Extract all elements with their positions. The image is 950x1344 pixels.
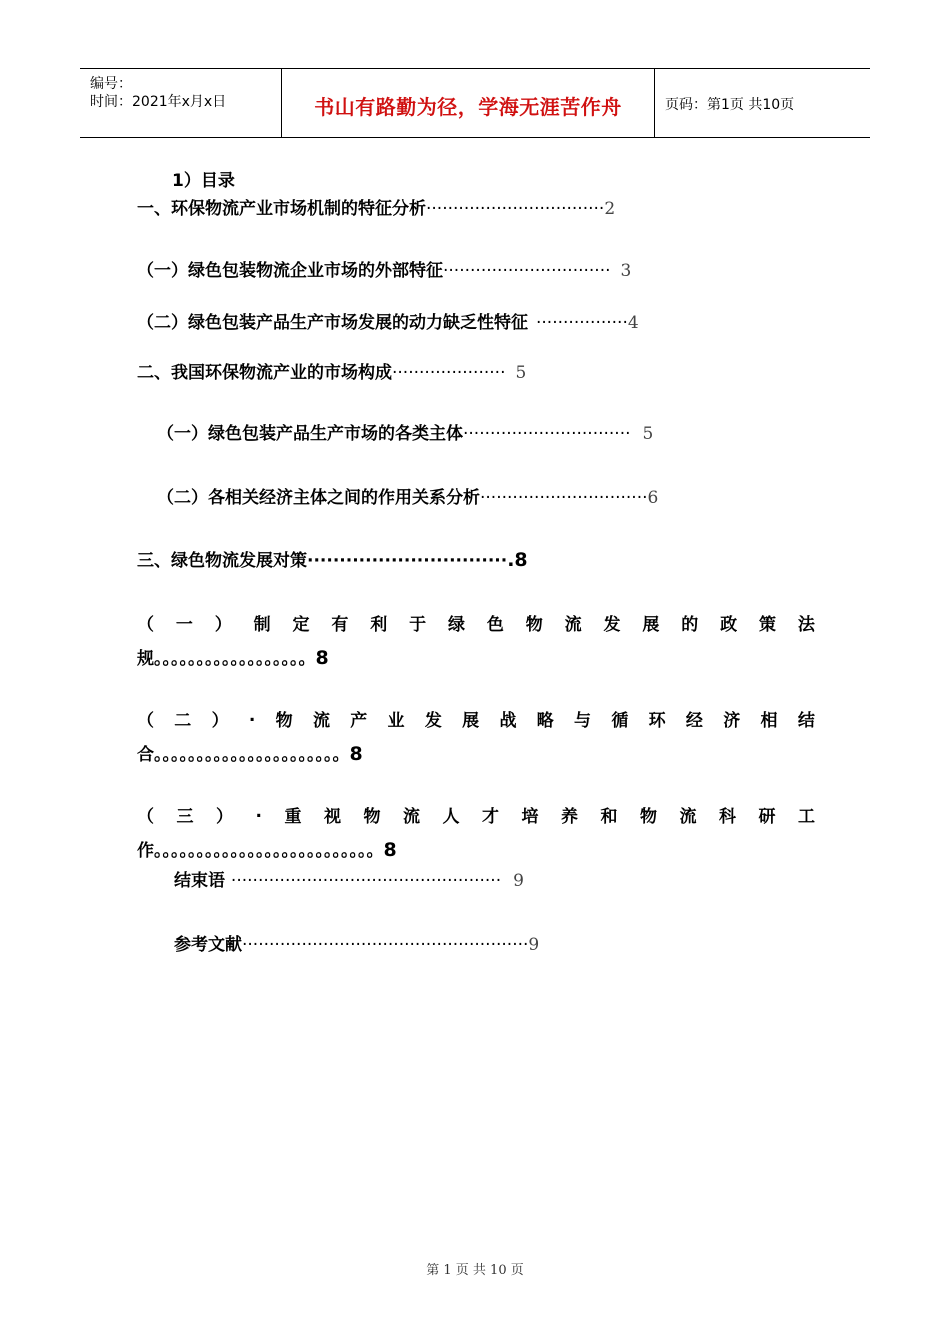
- toc-entry[interactable]: [174, 866, 524, 891]
- toc-entry-justified[interactable]: [137, 802, 815, 861]
- toc-entry-text: 一、环保物流产业市场机制的特征分析: [137, 199, 426, 219]
- toc-justified-char: .: [248, 706, 256, 726]
- toc-justified-char: 重: [284, 807, 302, 827]
- toc-page-number: 2: [604, 199, 616, 219]
- toc-entry[interactable]: [137, 256, 631, 281]
- toc-justified-char: 流: [564, 615, 582, 635]
- header-page-info: 页码：第1页 共10页: [665, 97, 795, 113]
- toc-justified-char: ）: [211, 711, 229, 731]
- header-motto: 书山有路勤为径，学海无涯苦作舟: [314, 95, 622, 119]
- toc-justified-char: 科: [718, 807, 736, 827]
- toc-justified-char: 相: [760, 711, 778, 731]
- toc-entry[interactable]: [137, 308, 639, 333]
- toc-justified-char: 才: [481, 807, 499, 827]
- toc-page-number: 9: [513, 871, 524, 891]
- toc-justified-char: 工: [797, 807, 815, 827]
- toc-justified-char: 结: [797, 711, 815, 731]
- header-motto-cell: [282, 69, 655, 137]
- toc-justified-char: 物: [525, 615, 543, 635]
- toc-page-number: .8: [507, 549, 528, 571]
- toc-entry-justified[interactable]: [137, 706, 815, 765]
- toc-leader-dots: ·······························: [307, 551, 508, 571]
- toc-justified-char: 培: [521, 807, 539, 827]
- toc-page-number: 9: [528, 935, 540, 955]
- toc-justified-char: 物: [363, 807, 381, 827]
- toc-justified-char: 环: [648, 711, 666, 731]
- toc-entry[interactable]: [174, 930, 539, 955]
- toc-entry-text: 规。。。。。。。。。。。。。。。。。。: [137, 649, 316, 669]
- toc-entry-text: 参考文献: [174, 935, 242, 955]
- toc-leader-dots: ·······························: [480, 488, 648, 508]
- document-number: 编号：: [90, 76, 132, 92]
- toc-justified-char: 发: [424, 711, 442, 731]
- toc-entry-text: 合。。。。。。。。。。。。。。。。。。。。。。: [137, 745, 350, 765]
- toc-heading: 1）目录: [172, 171, 235, 191]
- document-date: 时间：2021年x月x日: [90, 94, 227, 110]
- toc-page-number: 4: [627, 313, 639, 333]
- toc-leader-dots: ··················································: [230, 871, 502, 891]
- page-footer: 第 1 页 共 10 页: [426, 1263, 524, 1278]
- toc-justified-char: 视: [323, 807, 341, 827]
- toc-entry-text: （一）绿色包装物流企业市场的外部特征: [137, 261, 443, 281]
- toc-page-number: 6: [647, 488, 659, 508]
- toc-justified-char: 流: [312, 711, 330, 731]
- toc-leader-dots: ·······························: [463, 424, 631, 444]
- toc-entry-text: 作。。。。。。。。。。。。。。。。。。。。。。。。。。: [137, 841, 384, 861]
- toc-justified-char: 二: [174, 711, 192, 731]
- toc-justified-char: 策: [759, 615, 776, 635]
- toc-page-number: 8: [383, 839, 397, 861]
- toc-entry-text: （二）绿色包装产品生产市场发展的动力缺乏性特征: [137, 313, 528, 333]
- document-header: [80, 68, 870, 138]
- toc-entry-text: 结束语: [174, 871, 231, 891]
- toc-entry[interactable]: [157, 483, 658, 508]
- toc-justified-char: ）: [214, 615, 232, 635]
- toc-entry-text: （二）各相关经济主体之间的作用关系分析: [157, 488, 480, 508]
- toc-justified-char: 定: [292, 615, 310, 635]
- toc-justified-char: （: [137, 615, 154, 635]
- toc-page-number: 8: [315, 647, 329, 669]
- toc-entry[interactable]: [137, 546, 528, 571]
- toc-justified-char: （: [137, 711, 154, 731]
- toc-justified-char: 的: [681, 615, 699, 635]
- toc-leader-dots: ·····················: [392, 363, 506, 383]
- toc-entry[interactable]: [157, 419, 653, 444]
- toc-justified-char: 色: [486, 615, 504, 635]
- toc-leader-dots: ·················: [536, 313, 628, 333]
- toc-entry-text: （一）绿色包装产品生产市场的各类主体: [157, 424, 463, 444]
- toc-justified-char: 流: [679, 807, 697, 827]
- toc-justified-char: 利: [370, 615, 388, 635]
- header-page-cell: [655, 69, 870, 137]
- toc-justified-line: [137, 802, 815, 827]
- toc-justified-char: 济: [723, 711, 741, 731]
- toc-justified-char: 战: [499, 711, 517, 731]
- toc-justified-char: 与: [574, 711, 592, 731]
- toc-justified-char: ）: [216, 807, 233, 827]
- toc-justified-char: 法: [797, 615, 815, 635]
- toc-justified-tail: [137, 644, 815, 669]
- toc-justified-char: 三: [176, 807, 194, 827]
- toc-justified-char: 略: [536, 711, 554, 731]
- toc-justified-char: 物: [275, 711, 293, 731]
- toc-justified-line: [137, 706, 815, 731]
- toc-justified-tail: [137, 740, 815, 765]
- toc-justified-char: 于: [409, 615, 427, 635]
- toc-page-number: 8: [349, 743, 363, 765]
- toc-page-number: 3: [620, 261, 632, 281]
- toc-justified-char: 和: [600, 807, 618, 827]
- toc-justified-char: 展: [462, 711, 480, 731]
- toc-justified-char: 产: [350, 711, 368, 731]
- toc-justified-char: 养: [560, 807, 578, 827]
- toc-page-number: 5: [515, 363, 527, 383]
- toc-justified-char: 展: [642, 615, 660, 635]
- toc-justified-char: 人: [442, 807, 460, 827]
- toc-leader-dots: ·····················································: [242, 935, 529, 955]
- toc-leader-dots: ·································: [426, 199, 605, 219]
- toc-entry-text: 三、绿色物流发展对策: [137, 551, 307, 571]
- toc-justified-char: 业: [387, 711, 405, 731]
- header-meta-cell: [80, 69, 282, 137]
- toc-justified-char: 物: [639, 807, 657, 827]
- toc-justified-line: [137, 610, 815, 635]
- toc-entry[interactable]: [137, 194, 615, 219]
- toc-justified-char: 制: [253, 615, 271, 635]
- toc-justified-char: 有: [331, 615, 349, 635]
- toc-justified-char: 绿: [448, 615, 465, 635]
- toc-justified-char: .: [255, 802, 262, 822]
- toc-entry[interactable]: [137, 358, 526, 383]
- toc-justified-char: （: [137, 807, 154, 827]
- toc-justified-char: 一: [175, 615, 193, 635]
- toc-entry-justified[interactable]: [137, 610, 815, 669]
- toc-justified-char: 政: [720, 615, 738, 635]
- toc-justified-char: 研: [758, 807, 776, 827]
- toc-justified-tail: [137, 836, 815, 861]
- toc-entry-text: 二、我国环保物流产业的市场构成: [137, 363, 392, 383]
- toc-leader-dots: ·······························: [443, 261, 611, 281]
- toc-justified-char: 发: [603, 615, 621, 635]
- toc-justified-char: 流: [402, 807, 420, 827]
- toc-justified-char: 循: [611, 711, 629, 731]
- toc-page-number: 5: [642, 424, 654, 444]
- toc-justified-char: 经: [685, 711, 703, 731]
